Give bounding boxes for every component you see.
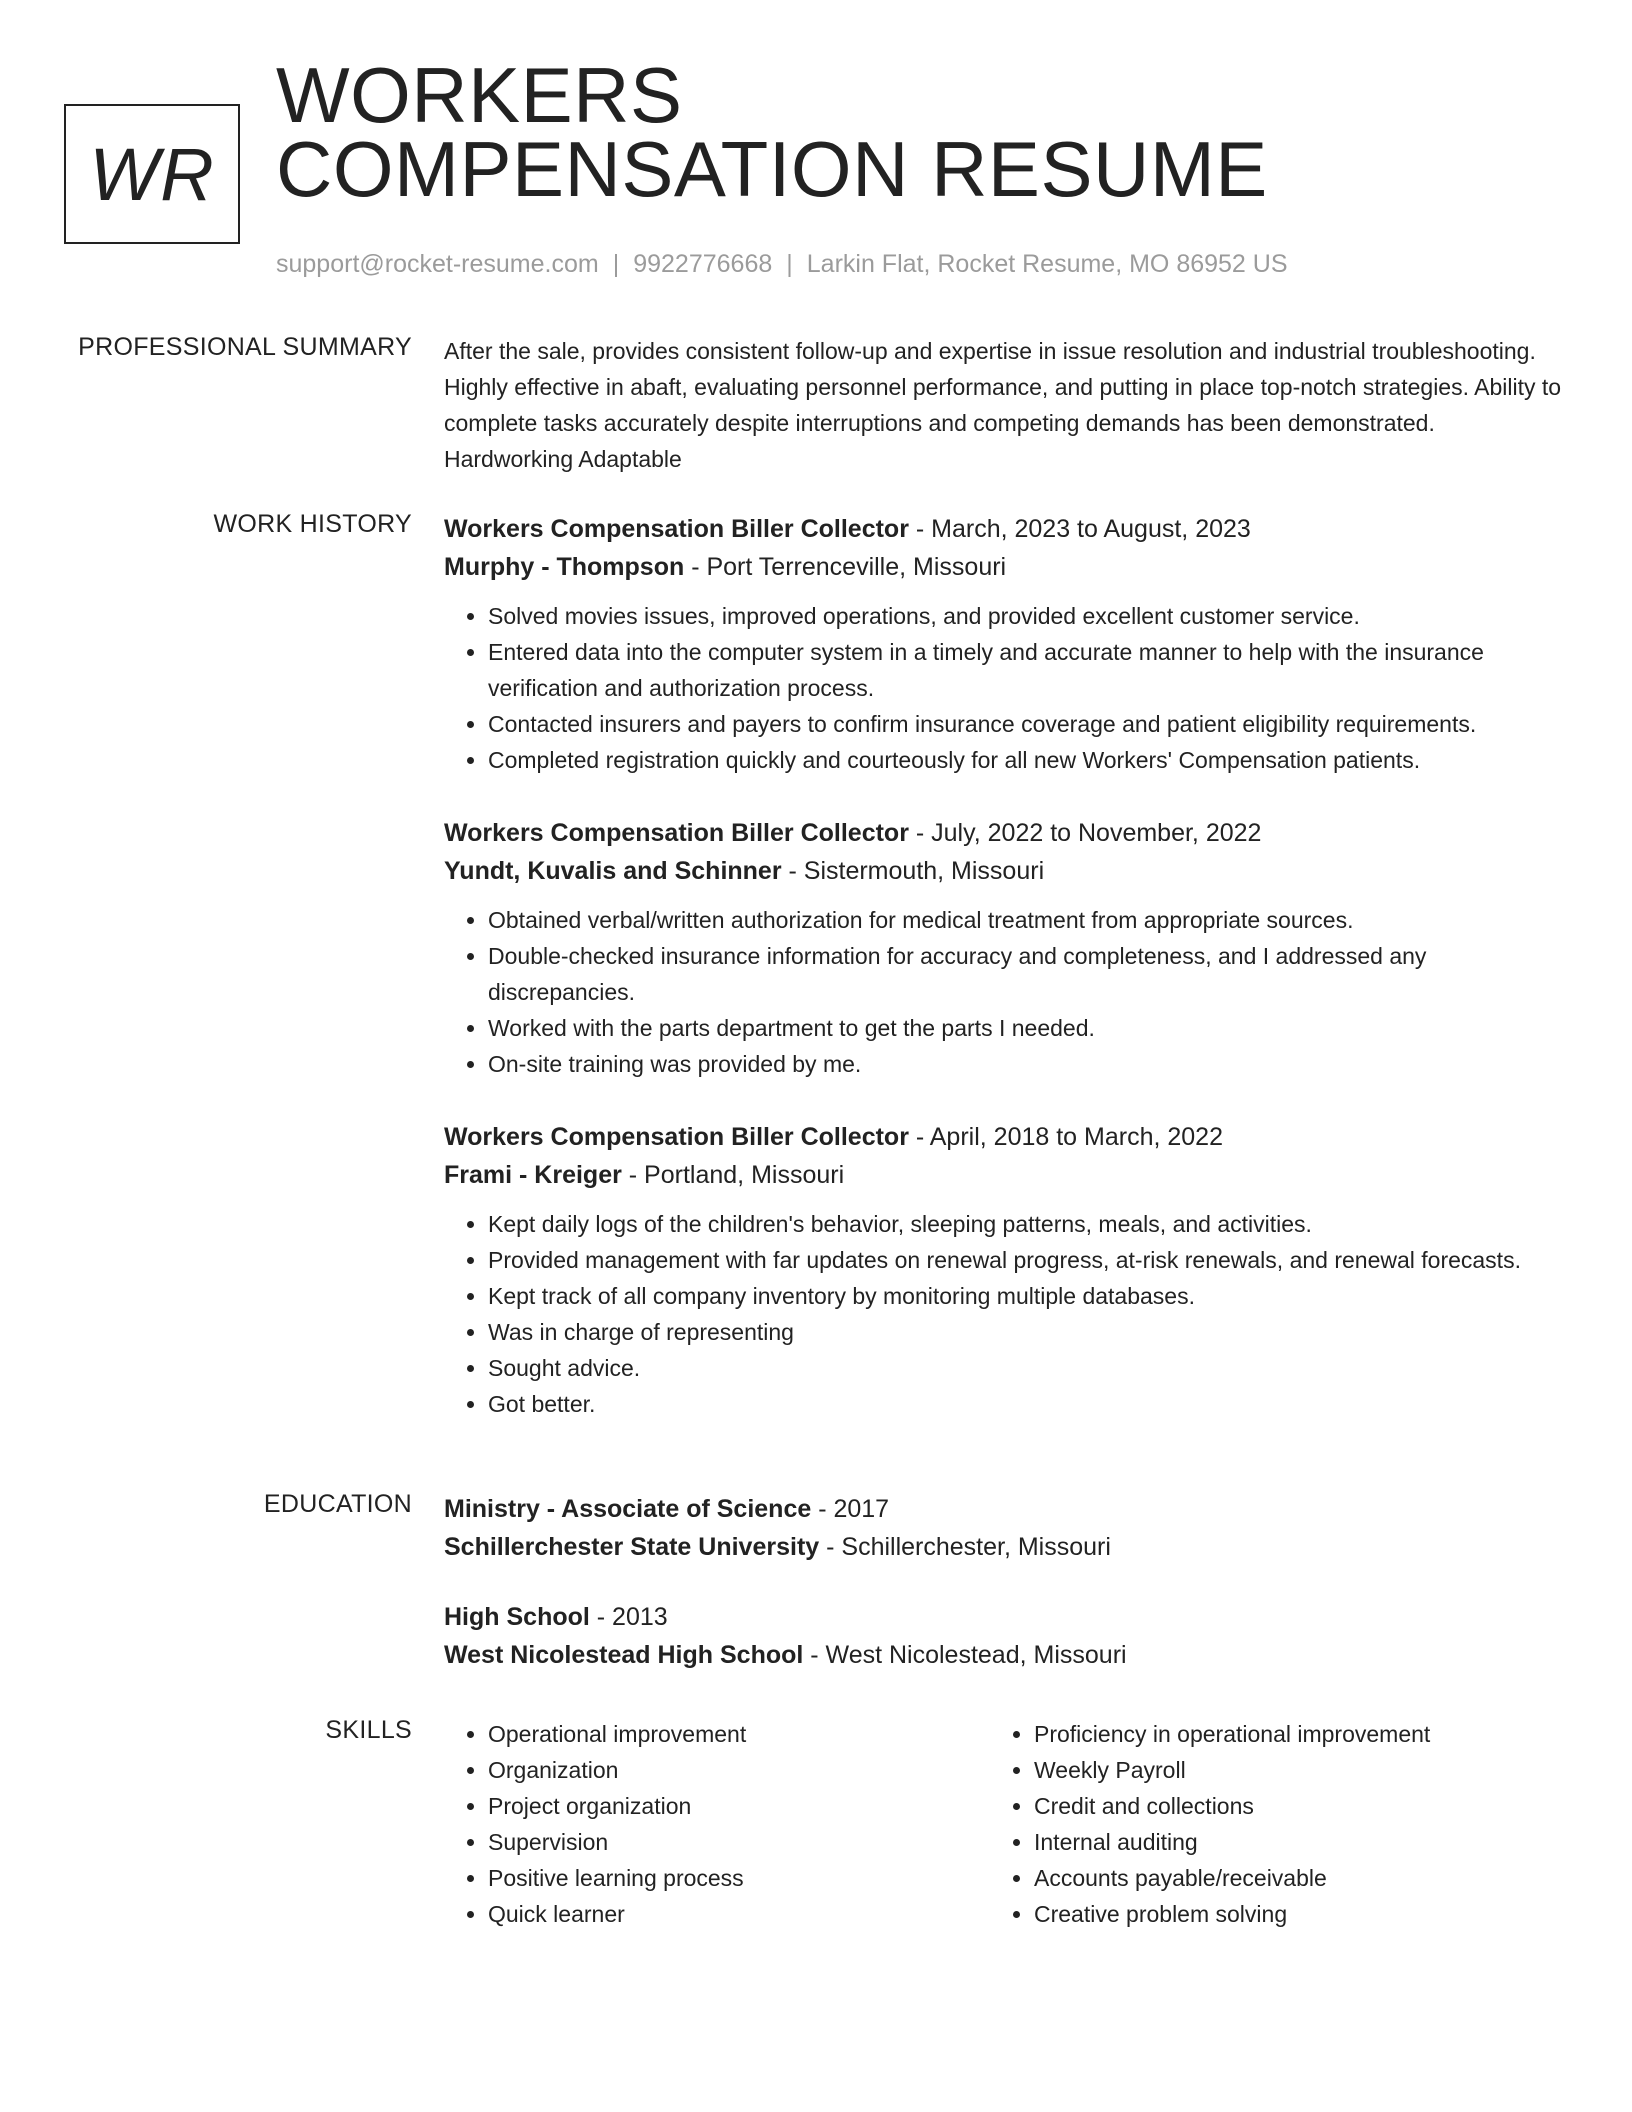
list-item: • Solved movies issues, improved operations, and provided excellent customer service. <box>488 598 1564 634</box>
list-item: • Was in charge of representing <box>488 1314 1564 1350</box>
skills-list <box>990 1716 1536 1932</box>
list-item: • Entered data into the computer system in a timely and accurate manner to help with the insurance verification and authorization process. <box>488 634 1564 706</box>
resume-title-line2: COMPENSATION RESUME <box>276 125 1268 213</box>
skills-columns <box>444 1716 1564 1932</box>
skill-item: • Project organization <box>488 1788 990 1824</box>
graduation-year: - 2013 <box>589 1603 668 1631</box>
job-company: Yundt, Kuvalis and Schinner <box>444 857 782 885</box>
degree: High School <box>444 1603 590 1631</box>
skill-item: • Operational improvement <box>488 1716 990 1752</box>
resume-title <box>276 51 1268 213</box>
job-duties <box>444 1206 1564 1422</box>
job-entry <box>444 814 1564 1082</box>
education-entry <box>444 1598 1564 1674</box>
skill-item: • Organization <box>488 1752 990 1788</box>
section-heading: EDUCATION <box>263 1490 412 1518</box>
job-location: - Sistermouth, Missouri <box>781 857 1045 885</box>
skill-item: • Supervision <box>488 1824 990 1860</box>
job-duties <box>444 902 1564 1082</box>
list-item: • Sought advice. <box>488 1350 1564 1386</box>
contact-line <box>276 250 1288 279</box>
job-entry <box>444 510 1564 778</box>
skill-item: • Internal auditing <box>1034 1824 1536 1860</box>
degree: Ministry - Associate of Science <box>444 1495 812 1523</box>
contact-separator: | <box>786 250 793 278</box>
skills-column-left <box>444 1716 990 1932</box>
skill-item: • Accounts payable/receivable <box>1034 1860 1536 1896</box>
skill-item: • Weekly Payroll <box>1034 1752 1536 1788</box>
list-item: • Completed registration quickly and courteously for all new Workers' Compensation patients. <box>488 742 1564 778</box>
school-location: - West Nicolestead, Missouri <box>803 1641 1127 1669</box>
skills-list <box>444 1716 990 1932</box>
monogram-box <box>64 104 240 244</box>
job-duties <box>444 598 1564 778</box>
skill-item: • Quick learner <box>488 1896 990 1932</box>
job-dates: - April, 2018 to March, 2022 <box>908 1123 1223 1151</box>
list-item: • Got better. <box>488 1386 1564 1422</box>
skill-item: • Proficiency in operational improvement <box>1034 1716 1536 1752</box>
job-dates: - July, 2022 to November, 2022 <box>908 819 1262 847</box>
list-item: • On-site training was provided by me. <box>488 1046 1564 1082</box>
list-item: • Worked with the parts department to get the parts I needed. <box>488 1010 1564 1046</box>
contact-email[interactable]: support@rocket-resume.com <box>276 250 599 278</box>
contact-phone[interactable]: 9922776668 <box>633 250 773 278</box>
school-location: - Schillerchester, Missouri <box>819 1533 1111 1561</box>
list-item: • Kept track of all company inventory by monitoring multiple databases. <box>488 1278 1564 1314</box>
job-title: Workers Compensation Biller Collector <box>444 1123 909 1151</box>
section-heading: SKILLS <box>325 1716 412 1744</box>
section-heading: PROFESSIONAL SUMMARY <box>78 333 412 361</box>
job-location: - Portland, Missouri <box>621 1161 845 1189</box>
contact-separator: | <box>612 250 620 278</box>
contact-address: Larkin Flat, Rocket Resume, MO 86952 US <box>806 250 1288 278</box>
graduation-year: - 2017 <box>811 1495 890 1523</box>
school-name: West Nicolestead High School <box>444 1641 804 1669</box>
list-item: • Kept daily logs of the children's behavior, sleeping patterns, meals, and activities. <box>488 1206 1564 1242</box>
list-item: • Obtained verbal/written authorization for medical treatment from appropriate sources. <box>488 902 1564 938</box>
job-location: - Port Terrenceville, Missouri <box>684 553 1007 581</box>
resume-title-line1: WORKERS <box>276 51 683 139</box>
education-entry <box>444 1490 1564 1566</box>
job-company: Murphy - Thompson <box>444 553 685 581</box>
list-item: • Provided management with far updates on renewal progress, at-risk renewals, and renewal forecasts. <box>488 1242 1564 1278</box>
job-company: Frami - Kreiger <box>444 1161 622 1189</box>
school-name: Schillerchester State University <box>444 1533 820 1561</box>
skill-item: • Credit and collections <box>1034 1788 1536 1824</box>
job-entry <box>444 1118 1564 1422</box>
summary-text: After the sale, provides consistent follow-up and expertise in issue resolution and industrial troubleshooting. Highly effective in abaft, evaluating personnel performance, and putting in place top-notch strategies. Ability to complete tasks accurately despite interruptions and competing demands has been demonstrated. Hardworking Adaptable <box>444 338 1562 472</box>
job-title: Workers Compensation Biller Collector <box>444 515 909 543</box>
list-item: • Contacted insurers and payers to confirm insurance coverage and patient eligibility requirements. <box>488 706 1564 742</box>
skills-column-right <box>990 1716 1536 1932</box>
list-item: • Double-checked insurance information for accuracy and completeness, and I addressed any discrepancies. <box>488 938 1564 1010</box>
job-title: Workers Compensation Biller Collector <box>444 819 909 847</box>
skill-item: • Creative problem solving <box>1034 1896 1536 1932</box>
monogram-initials: WR <box>89 132 215 216</box>
skill-item: • Positive learning process <box>488 1860 990 1896</box>
job-dates: - March, 2023 to August, 2023 <box>908 515 1251 543</box>
section-heading: WORK HISTORY <box>213 510 412 538</box>
